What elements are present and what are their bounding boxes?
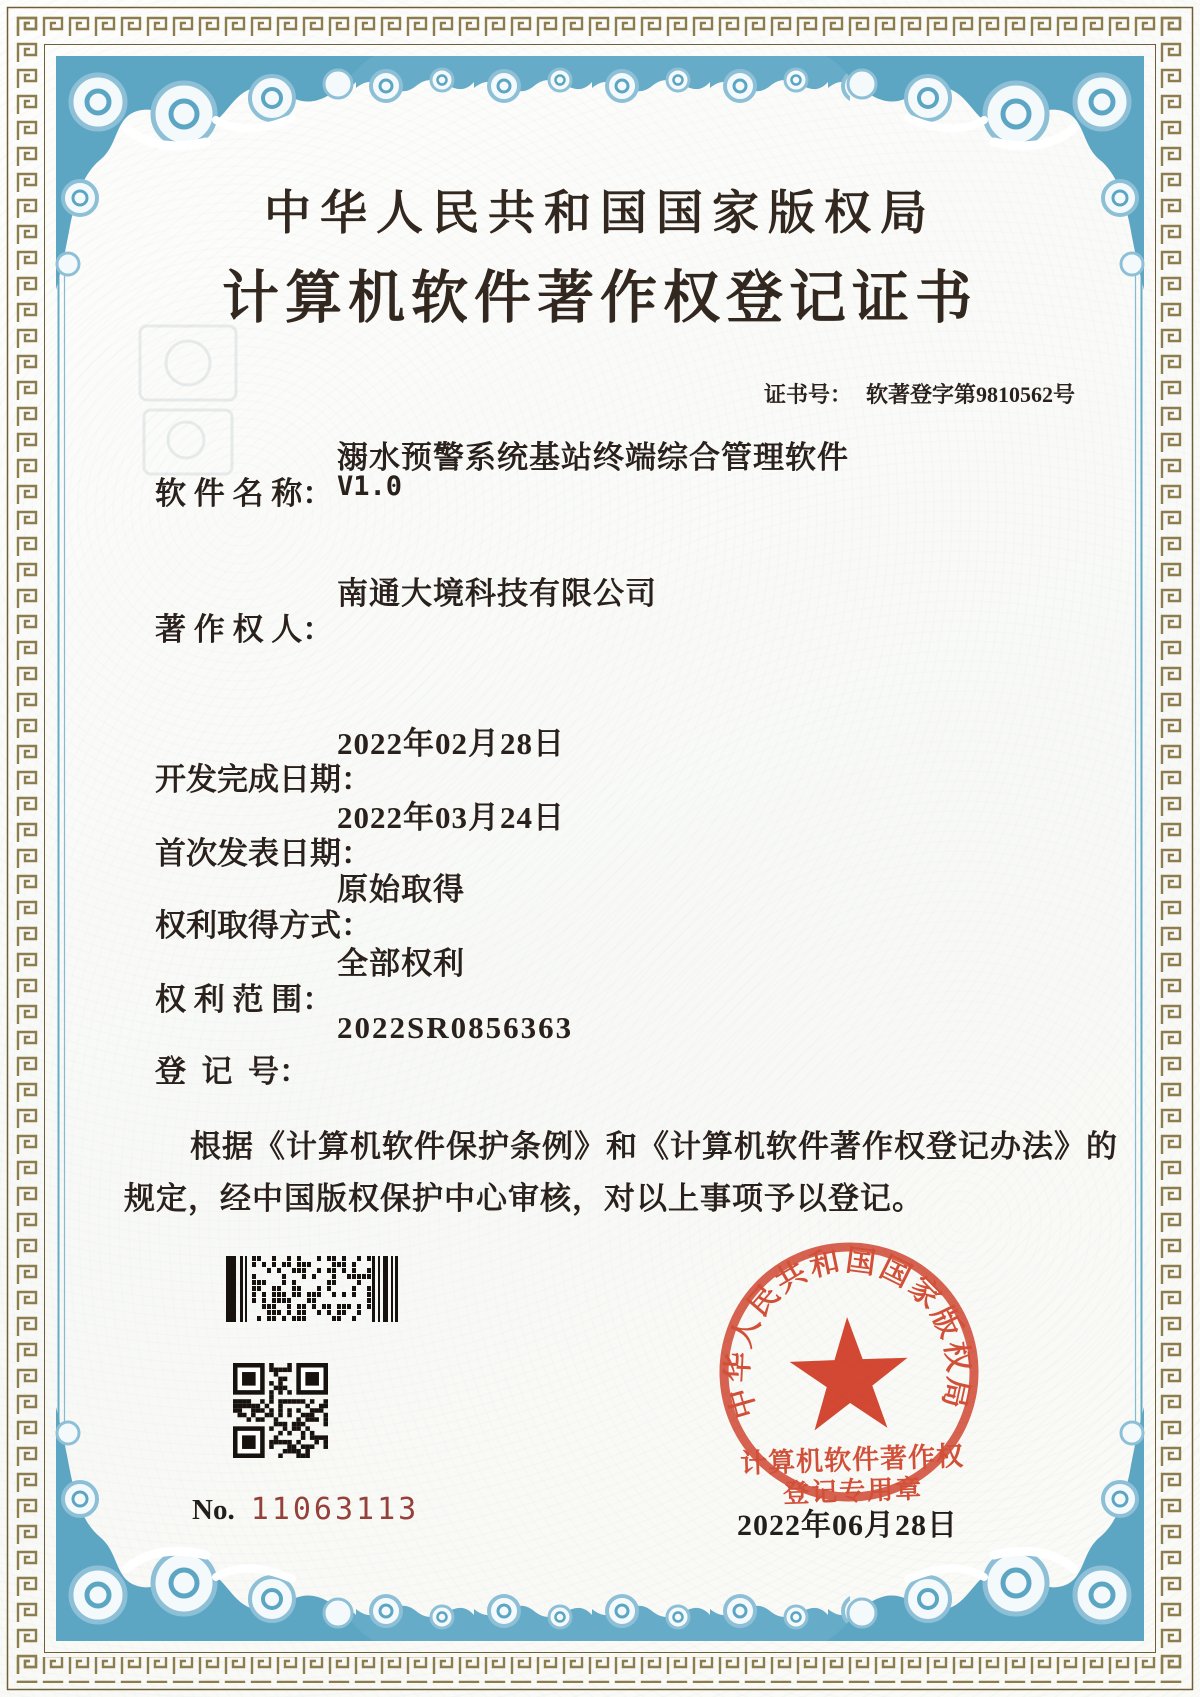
dev-complete-date-label: 开发完成日期： bbox=[155, 762, 372, 797]
certificate-number-value: 软著登字第9810562号 bbox=[866, 382, 1076, 407]
field-software-name bbox=[124, 432, 1084, 585]
dev-complete-date-value: 2022年02月28日 bbox=[337, 726, 565, 761]
copyright-owner-label: 著 作 权 人： bbox=[155, 612, 334, 647]
issue-date: 2022年06月28日 bbox=[737, 1509, 958, 1542]
meander-band-top bbox=[14, 14, 1186, 40]
first-publish-date-label: 首次发表日期： bbox=[155, 836, 372, 871]
certificate-number-label: 证书号： bbox=[764, 382, 853, 407]
scroll-frieze-top bbox=[350, 56, 850, 122]
rights-acquisition-label: 权利取得方式： bbox=[155, 908, 372, 943]
certificate-number-line bbox=[742, 352, 1075, 435]
software-name-value: 溺水预警系统基站终端综合管理软件 bbox=[337, 440, 849, 475]
meander-band-bottom bbox=[14, 1657, 1186, 1683]
rights-scope-label: 权 利 范 围： bbox=[155, 982, 334, 1017]
field-copyright-owner bbox=[124, 568, 1084, 721]
rights-scope-value: 全部权利 bbox=[337, 946, 465, 981]
authority-title: 中华人民共和国国家版权局 bbox=[264, 188, 936, 240]
copyright-owner-value: 南通大境科技有限公司 bbox=[337, 576, 657, 611]
scroll-frieze-bottom bbox=[350, 1575, 850, 1641]
software-name-label: 软 件 名 称： bbox=[155, 476, 334, 511]
seal-ring-text: 中华人民共和国国家版权局 bbox=[721, 1243, 976, 1422]
rights-acquisition-value: 原始取得 bbox=[337, 872, 465, 907]
official-seal bbox=[698, 1221, 1000, 1523]
statement-line2: 规定，经中国版权保护中心审核，对以上事项予以登记。 bbox=[124, 1181, 924, 1216]
barcode-image bbox=[226, 1256, 398, 1322]
registration-number-value: 2022SR0856363 bbox=[337, 1010, 574, 1045]
software-version: V1.0 bbox=[337, 471, 403, 502]
first-publish-date-value: 2022年03月24日 bbox=[337, 800, 565, 835]
serial-number-line bbox=[192, 1492, 419, 1527]
serial-prefix: No. bbox=[192, 1494, 235, 1526]
registration-number-label: 登 记 号： bbox=[155, 1054, 310, 1089]
statement-line1: 根据《计算机软件保护条例》和《计算机软件著作权登记办法》的 bbox=[190, 1129, 1118, 1164]
seal-star-icon bbox=[788, 1315, 910, 1431]
seal-caption-line1: 计算机软件著作权 bbox=[739, 1441, 965, 1479]
serial-number: 11063113 bbox=[250, 1492, 420, 1527]
certificate-title: 计算机软件著作权登记证书 bbox=[222, 267, 978, 330]
qr-code-image bbox=[233, 1363, 328, 1458]
seal-caption-line2: 登记专用章 bbox=[782, 1474, 924, 1509]
